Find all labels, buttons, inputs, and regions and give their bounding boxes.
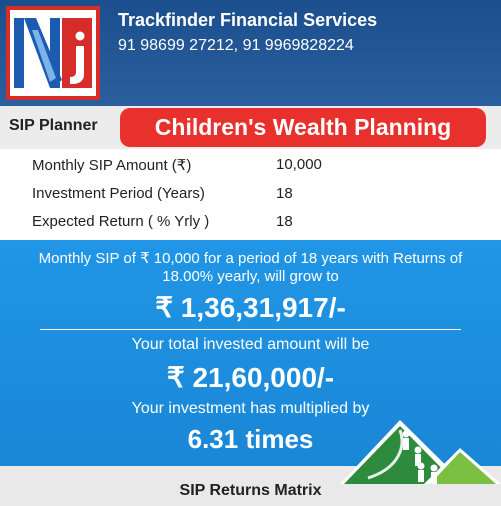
monthly-sip-value[interactable]: 10,000 [276, 156, 322, 173]
investment-period-label: Investment Period (Years) [32, 185, 205, 202]
sip-planner-title: SIP Planner [9, 117, 98, 134]
multiplier-value: 6.31 times [187, 424, 314, 454]
planner-banner: Children's Wealth Planning [120, 108, 486, 147]
mountain-climbers-icon [338, 418, 501, 506]
future-value: ₹ 1,36,31,917/- [155, 292, 346, 323]
firm-name: Trackfinder Financial Services [118, 10, 378, 30]
monthly-sip-label: Monthly SIP Amount (₹) [32, 157, 192, 174]
multiplied-text: Your investment has multiplied by [131, 400, 370, 417]
contact-phones: 91 98699 27212, 91 9969828224 [118, 37, 354, 54]
expected-return-label: Expected Return ( % Yrly ) [32, 213, 210, 230]
investment-period-value[interactable]: 18 [276, 185, 293, 202]
result-description: Monthly SIP of ₹ 10,000 for a period of 18 years with Returns of 18.00% yearly, will grow to [38, 250, 463, 285]
result-divider [40, 329, 461, 330]
invested-amount-value: ₹ 21,60,000/- [166, 362, 335, 393]
invested-amount-text: Your total invested amount will be [131, 336, 370, 353]
company-logo [6, 6, 100, 100]
nj-logo-icon [10, 10, 96, 96]
expected-return-value[interactable]: 18 [276, 213, 293, 230]
sip-returns-matrix-button[interactable]: SIP Returns Matrix [179, 482, 322, 499]
